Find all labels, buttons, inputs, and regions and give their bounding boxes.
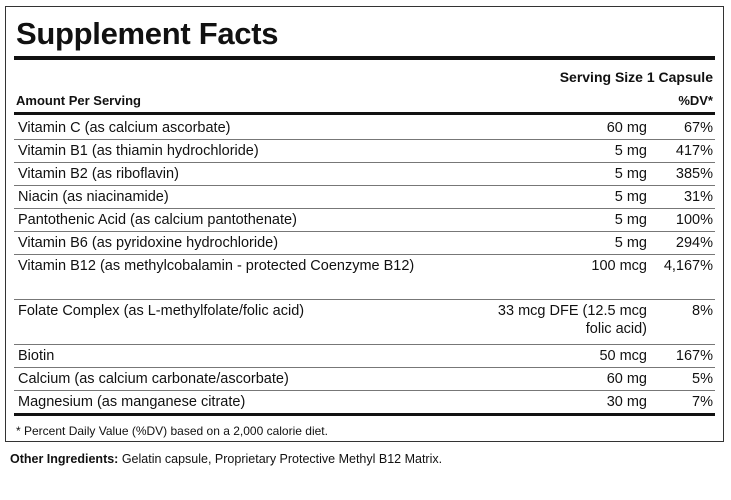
nutrient-row — [14, 232, 715, 255]
nutrient-amount: 5 mg — [614, 212, 647, 228]
nutrient-name: Niacin (as niacinamide) — [18, 189, 169, 205]
nutrient-dv: 385% — [675, 166, 713, 182]
nutrient-dv: 4,167% — [663, 258, 713, 274]
nutrient-row — [14, 140, 715, 163]
dv-footnote: * Percent Daily Value (%DV) based on a 2,000 calorie diet. — [16, 424, 328, 438]
nutrient-name: Folate Complex (as L-methylfolate/folic acid) — [18, 303, 305, 319]
other-ingredients-text: Gelatin capsule, Proprietary Protective Methyl B12 Matrix. — [121, 452, 443, 466]
nutrient-name: Vitamin B12 (as methylcobalamin - protected Coenzyme B12) — [18, 258, 415, 274]
nutrient-row — [14, 255, 715, 300]
nutrient-name: Pantothenic Acid (as calcium pantothenate) — [18, 212, 297, 228]
nutrient-dv: 417% — [675, 143, 713, 159]
nutrient-name: Magnesium (as manganese citrate) — [18, 394, 246, 410]
title-divider — [14, 56, 715, 60]
nutrient-name: Vitamin B1 (as thiamin hydrochloride) — [18, 143, 259, 159]
nutrient-row — [14, 209, 715, 232]
nutrient-amount: 50 mcg — [599, 348, 647, 364]
nutrient-row — [14, 117, 715, 140]
nutrient-row — [14, 163, 715, 186]
serving-size: Serving Size 1 Capsule — [559, 69, 713, 85]
other-ingredients-label: Other Ingredients: — [10, 452, 119, 466]
nutrient-name: Vitamin C (as calcium ascorbate) — [18, 120, 231, 136]
nutrient-row — [14, 391, 715, 416]
nutrient-row — [14, 368, 715, 391]
nutrient-amount: 100 mcg — [591, 258, 647, 274]
nutrient-dv: 5% — [692, 371, 713, 387]
nutrient-amount: 60 mg — [606, 120, 647, 136]
nutrient-row — [14, 345, 715, 368]
nutrient-row — [14, 300, 715, 345]
dv-column-header: %DV* — [678, 93, 713, 108]
nutrient-amount: 60 mg — [606, 371, 647, 387]
nutrient-dv: 167% — [675, 348, 713, 364]
other-ingredients — [10, 452, 442, 466]
nutrient-dv: 31% — [683, 189, 713, 205]
panel-title: Supplement Facts — [16, 16, 279, 51]
nutrient-dv: 100% — [675, 212, 713, 228]
nutrient-dv: 8% — [692, 303, 713, 319]
nutrient-dv: 67% — [683, 120, 713, 136]
nutrient-amount: 30 mg — [606, 394, 647, 410]
nutrient-amount: 5 mg — [614, 166, 647, 182]
nutrient-name: Vitamin B6 (as pyridoxine hydrochloride) — [18, 235, 279, 251]
nutrient-amount: 5 mg — [614, 235, 647, 251]
supplement-facts-panel — [5, 6, 724, 442]
header-divider — [14, 112, 715, 115]
nutrient-name: Calcium (as calcium carbonate/ascorbate) — [18, 371, 289, 387]
nutrient-table — [14, 117, 715, 416]
nutrient-row — [14, 186, 715, 209]
nutrient-amount: 33 mcg DFE (12.5 mcg folic acid) — [497, 303, 647, 337]
nutrient-name: Biotin — [18, 348, 55, 364]
nutrient-amount: 5 mg — [614, 189, 647, 205]
nutrient-dv: 294% — [675, 235, 713, 251]
amount-per-serving-label: Amount Per Serving — [16, 93, 141, 108]
nutrient-amount: 5 mg — [614, 143, 647, 159]
nutrient-dv: 7% — [692, 394, 713, 410]
nutrient-name: Vitamin B2 (as riboflavin) — [18, 166, 179, 182]
